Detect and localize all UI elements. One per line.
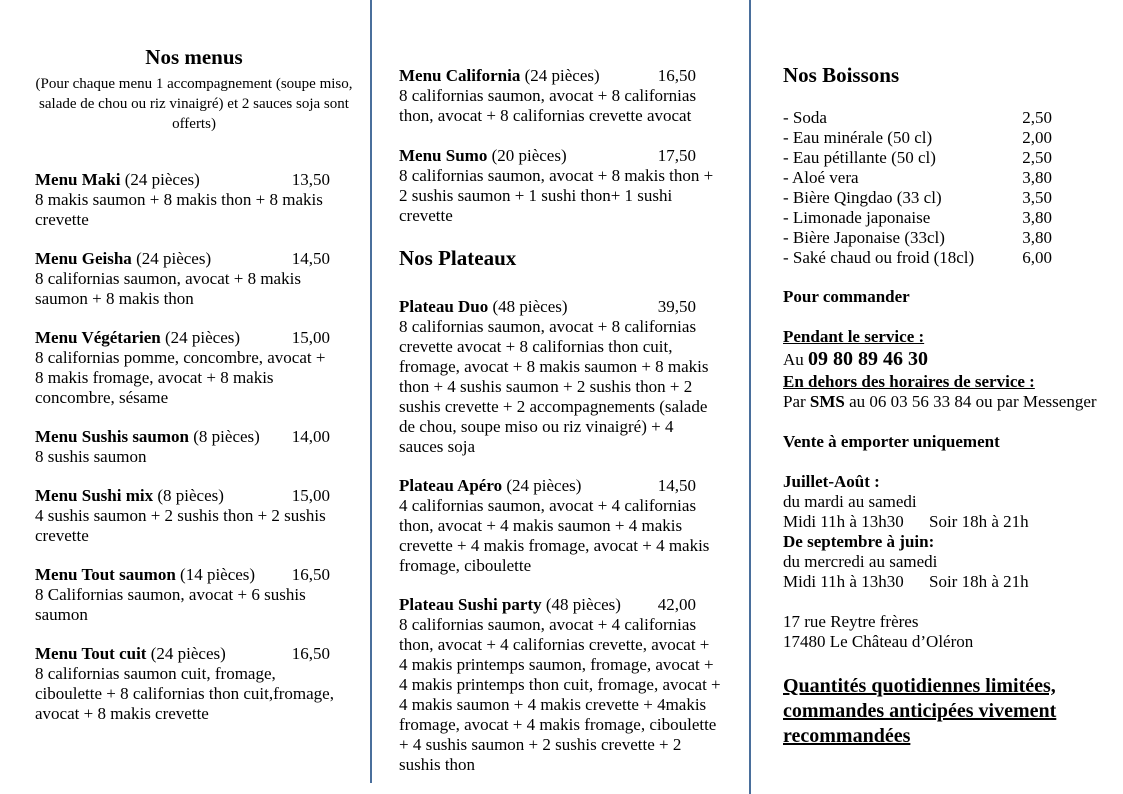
menu-item-sumo (399, 146, 721, 226)
info-column (783, 62, 1103, 749)
item-desc: 8 californias saumon, avocat + 8 makis saumon + 8 makis thon (35, 269, 301, 308)
item-desc: 8 californias saumon, avocat + 8 makis thon + 2 sushis saumon + 1 sushi thon+ 1 sushi crevette (399, 166, 714, 225)
drink-row-eau-petillante (783, 148, 1052, 168)
item-desc: 8 californias saumon cuit, fromage, ciboulette + 8 californias thon cuit,fromage, avocat + 8 makis crevette (35, 664, 334, 723)
sms-prefix: Par (783, 392, 806, 411)
drink-price: 3,50 (1022, 188, 1052, 207)
winter-midi: Midi 11h à 13h30 (783, 572, 904, 591)
plateau-item-apero (399, 476, 721, 576)
item-name: Menu Tout saumon (35, 565, 176, 584)
fold-line-left (370, 0, 372, 783)
item-name: Menu Maki (35, 170, 121, 189)
item-pieces: (24 pièces) (136, 249, 212, 268)
item-pieces: (8 pièces) (157, 486, 224, 505)
notice-line: recommandées (783, 725, 911, 747)
menu-items (35, 170, 337, 724)
winter-hours (783, 572, 1103, 592)
drink-name: - Bière Japonaise (33cl) (783, 228, 945, 247)
drink-price: 2,00 (1022, 128, 1052, 147)
drink-price: 2,50 (1022, 108, 1052, 127)
boissons-title: Nos Boissons (783, 63, 900, 87)
drink-row-limonade (783, 208, 1052, 228)
item-price: 16,50 (291, 644, 330, 663)
item-desc: 8 Californias saumon, avocat + 6 sushis saumon (35, 585, 306, 624)
drink-price: 6,00 (1022, 248, 1052, 267)
item-name: Menu Geisha (35, 249, 132, 268)
drink-name: - Limonade japonaise (783, 208, 931, 227)
item-pieces: (24 pièces) (124, 170, 200, 189)
address-street: 17 rue Reytre frères (783, 612, 919, 631)
notice-line: commandes anticipées vivement (783, 700, 1057, 722)
winter-soir: Soir 18h à 21h (929, 572, 1029, 591)
plateaux-column (399, 66, 721, 794)
item-desc: 8 makis saumon + 8 makis thon + 8 makis crevette (35, 190, 323, 229)
item-name: Menu Sushi mix (35, 486, 154, 505)
plateau-item-sushi-party (399, 595, 721, 775)
item-name: Menu Sumo (399, 146, 488, 165)
drink-name: - Aloé vera (783, 168, 859, 187)
drink-price: 3,80 (1022, 168, 1052, 187)
drink-price: 3,80 (1022, 208, 1052, 227)
drink-name: - Saké chaud ou froid (18cl) (783, 248, 975, 267)
item-price: 42,00 (657, 595, 696, 614)
item-name: Menu Végétarien (35, 328, 161, 347)
drink-name: - Eau pétillante (50 cl) (783, 148, 936, 167)
item-price: 13,50 (291, 170, 330, 189)
item-price: 17,50 (657, 146, 696, 165)
takeaway-note: Vente à emporter uniquement (783, 432, 1000, 451)
item-price: 14,50 (291, 249, 330, 268)
menu-item-vegetarien (35, 328, 337, 408)
drink-price: 2,50 (1022, 148, 1052, 167)
service-hours-label: Pendant le service : (783, 327, 925, 346)
menu-item-maki (35, 170, 337, 230)
item-pieces: (24 pièces) (506, 476, 582, 495)
menu-item-california (399, 66, 721, 126)
sms-line (783, 392, 1103, 412)
service-phone-number: 09 80 89 46 30 (808, 348, 929, 370)
menus-subtitle: (Pour chaque menu 1 accompagnement (soupe miso, salade de chou ou riz vinaigré) et 2 sauces soja sont offerts) (35, 76, 353, 132)
menu-item-geisha (35, 249, 337, 309)
drink-row-soda (783, 108, 1052, 128)
item-pieces: (24 pièces) (524, 66, 600, 85)
item-desc: 8 californias saumon, avocat + 8 californias crevette avocat + 8 californias thon cuit, fromage, avocat + 8 makis saumon + 8 makis thon + 4 sushis saumon + 2 sushis thon + 2 sushis crevette + 2 accompagnements (salade de chou, soupe miso ou riz vinaigré) + 4 sauces soja (399, 317, 709, 456)
item-pieces: (48 pièces) (545, 595, 621, 614)
fold-line-right (749, 0, 751, 794)
item-pieces: (48 pièces) (492, 297, 568, 316)
item-desc: 8 californias saumon, avocat + 4 californias thon, avocat + 4 californias crevette, avocat + 4 makis printemps saumon, fromage, avocat + 4 makis printemps thon cuit, fromage, avocat + 4 makis saumon + 4 makis crevette + 4makis fromage, avocat + 4 makis fromage, ciboulette + 4 sushis saumon + 2 sushis crevette + 2 sushis thon (399, 615, 721, 774)
summer-days: du mardi au samedi (783, 492, 917, 511)
winter-hours-label: De septembre à juin: (783, 532, 935, 551)
summer-hours (783, 512, 1103, 532)
item-price: 39,50 (657, 297, 696, 316)
drink-row-aloe-vera (783, 168, 1052, 188)
order-title: Pour commander (783, 287, 910, 306)
menu-item-sushi-mix (35, 486, 337, 546)
drink-name: - Bière Qingdao (33 cl) (783, 188, 942, 207)
menu-item-sushis-saumon (35, 427, 337, 467)
drink-price: 3,80 (1022, 228, 1052, 247)
menus-column (35, 44, 353, 743)
item-price: 14,50 (657, 476, 696, 495)
plateaux-title: Nos Plateaux (399, 246, 517, 270)
limited-quantities-notice (783, 674, 1103, 749)
item-price: 16,50 (657, 66, 696, 85)
plateau-item-duo (399, 297, 721, 457)
item-desc: 8 sushis saumon (35, 447, 147, 466)
drink-row-biere-japonaise (783, 228, 1052, 248)
menu-item-tout-cuit (35, 644, 337, 724)
item-pieces: (24 pièces) (165, 328, 241, 347)
item-pieces: (20 pièces) (491, 146, 567, 165)
address (783, 612, 1103, 652)
item-name: Plateau Duo (399, 297, 489, 316)
item-desc: 8 californias pomme, concombre, avocat + 8 makis fromage, avocat + 8 makis concombre, sésame (35, 348, 326, 407)
summer-hours-label: Juillet-Août : (783, 472, 880, 491)
item-price: 16,50 (291, 565, 330, 584)
menu-item-tout-saumon (35, 565, 337, 625)
menus-title: Nos menus (145, 45, 243, 69)
item-desc: 4 sushis saumon + 2 sushis thon + 2 sushis crevette (35, 506, 326, 545)
item-price: 15,00 (291, 486, 330, 505)
phone-prefix: Au (783, 350, 804, 369)
item-name: Menu Tout cuit (35, 644, 147, 663)
sms-rest: au 06 03 56 33 84 ou par Messenger (849, 392, 1097, 411)
item-name: Plateau Sushi party (399, 595, 542, 614)
item-desc: 4 californias saumon, avocat + 4 californias thon, avocat + 4 makis saumon + 4 makis crevette + 4 makis fromage, avocat + 4 makis fromage, ciboulette (399, 496, 710, 575)
item-pieces: (8 pièces) (193, 427, 260, 446)
item-name: Menu Sushis saumon (35, 427, 190, 446)
service-phone-line (783, 347, 1103, 372)
item-price: 14,00 (291, 427, 330, 446)
drink-name: - Eau minérale (50 cl) (783, 128, 933, 147)
summer-soir: Soir 18h à 21h (929, 512, 1029, 531)
drink-row-eau-minerale (783, 128, 1052, 148)
drink-row-sake (783, 248, 1052, 268)
item-desc: 8 californias saumon, avocat + 8 californias thon, avocat + 8 californias crevette avocat (399, 86, 697, 125)
outside-hours-label: En dehors des horaires de service : (783, 372, 1035, 391)
drinks-list (783, 108, 1103, 268)
item-pieces: (14 pièces) (180, 565, 256, 584)
notice-line: Quantités quotidiennes limitées, (783, 675, 1056, 697)
drink-name: - Soda (783, 108, 827, 127)
drink-row-biere-qingdao (783, 188, 1052, 208)
item-price: 15,00 (291, 328, 330, 347)
summer-midi: Midi 11h à 13h30 (783, 512, 904, 531)
item-name: Menu California (399, 66, 521, 85)
winter-days: du mercredi au samedi (783, 552, 938, 571)
sms-word: SMS (809, 392, 845, 411)
item-pieces: (24 pièces) (150, 644, 226, 663)
address-city: 17480 Le Château d’Oléron (783, 632, 974, 651)
item-name: Plateau Apéro (399, 476, 503, 495)
